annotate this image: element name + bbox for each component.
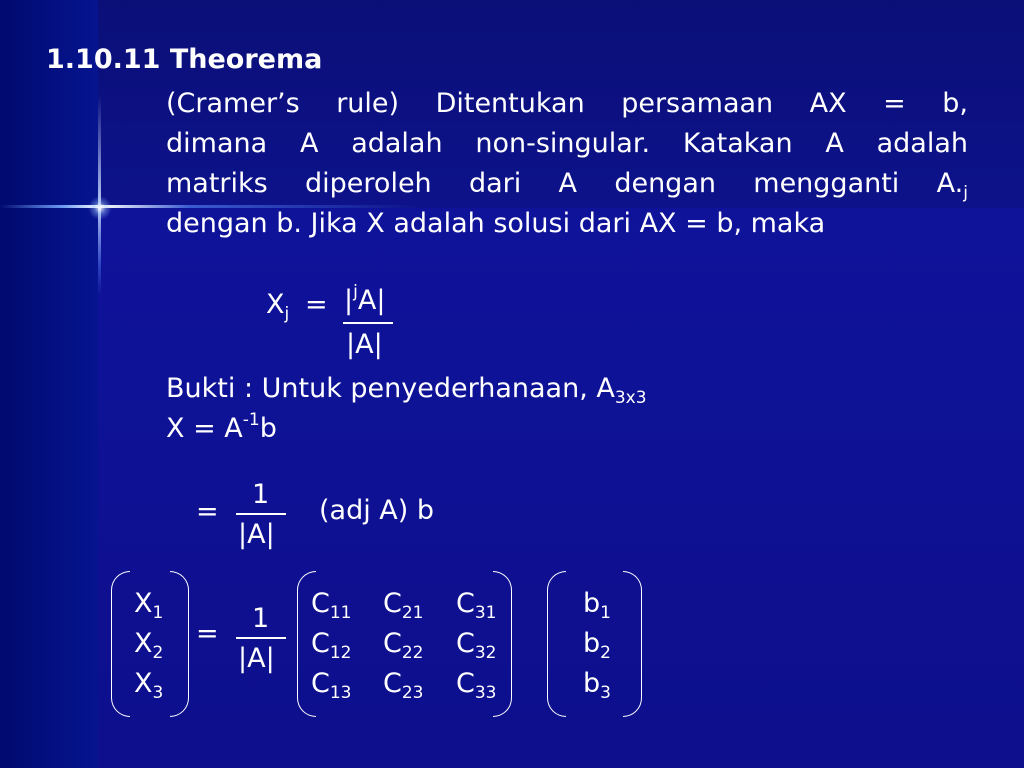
word: adalah (351, 128, 443, 159)
subscript: 33 (474, 683, 497, 703)
text: Bukti : Untuk penyederhanaan, A (166, 373, 615, 404)
word: dari (468, 168, 522, 199)
symbol: C (311, 668, 330, 699)
background-left-band (0, 0, 98, 768)
word: dimana (166, 128, 268, 159)
symbol: C (311, 588, 330, 619)
formula2-denominator: |A| (238, 519, 275, 550)
cofactor-entry (383, 668, 424, 703)
subscript: 2 (600, 643, 611, 663)
subscript: 13 (329, 683, 352, 703)
proof-line-2 (166, 410, 277, 444)
b-vector-entry-1 (583, 588, 611, 623)
word: Ditentukan (435, 88, 585, 119)
symbol: b (583, 668, 601, 699)
word: matriks (166, 168, 268, 199)
word-with-subscript (937, 164, 968, 204)
subscript: 2 (152, 643, 164, 663)
subscript: 11 (329, 603, 352, 623)
formula1-denominator: |A| (346, 329, 383, 360)
formula1-numerator (344, 282, 386, 316)
theorem-paragraph (166, 84, 968, 244)
formula1-fraction-bar (343, 322, 393, 324)
symbol: C (456, 588, 475, 619)
word: mengganti (753, 168, 900, 199)
text: b (259, 413, 277, 444)
symbol: C (456, 628, 475, 659)
superscript: j (353, 282, 358, 302)
formula2-equals: = (196, 496, 219, 527)
word: non-singular. (475, 128, 651, 159)
subscript: 31 (474, 603, 497, 623)
paragraph-line-4 (166, 204, 968, 244)
subscript: 22 (401, 643, 424, 663)
slide-title: 1.10.11 Theorema (46, 44, 323, 75)
superscript: -1 (242, 410, 260, 430)
symbol: X (266, 289, 285, 320)
subscript: 23 (401, 683, 424, 703)
word: rule) (336, 88, 400, 119)
paragraph-line-3 (166, 164, 968, 204)
word: = (883, 88, 906, 119)
subscript: 3x3 (614, 388, 647, 408)
word: A (825, 128, 844, 159)
word: A. (936, 168, 964, 199)
symbol: b (583, 628, 601, 659)
formula2-numerator: 1 (252, 479, 270, 510)
symbol: C (383, 628, 402, 659)
decorative-vertical-line (98, 95, 101, 295)
subscript: j (963, 183, 968, 203)
word: (Cramer’s (166, 88, 300, 119)
word: Katakan (682, 128, 793, 159)
formula2-rhs: (adj A) b (319, 495, 435, 526)
matrix-fraction-bar (236, 637, 286, 639)
word: persamaan (621, 88, 774, 119)
formula1-lhs (266, 289, 290, 324)
word: A (299, 128, 319, 159)
b-vector-left-paren (547, 571, 566, 717)
cofactor-entry (456, 628, 497, 663)
b-vector-entry-2 (583, 628, 611, 663)
x-vector-left-paren (111, 571, 130, 717)
word: A (558, 168, 578, 199)
cofactor-entry (383, 628, 424, 663)
cofactor-entry (383, 588, 424, 623)
b-vector-entry-3 (583, 668, 611, 703)
x-vector-entry-1 (134, 588, 164, 623)
x-vector-entry-2 (134, 628, 164, 663)
x-vector-right-paren (170, 571, 189, 717)
subscript: 32 (474, 643, 497, 663)
matrix-equals: = (196, 618, 219, 649)
symbol: X (134, 628, 153, 659)
symbol: | (344, 285, 354, 316)
symbol: C (383, 588, 402, 619)
matrix-fraction-denominator: |A| (238, 643, 275, 674)
subscript: 3 (152, 683, 164, 703)
symbol: b (583, 588, 601, 619)
sentence: dengan b. Jika X adalah solusi dari AX = b, maka (166, 208, 826, 239)
symbol: C (311, 628, 330, 659)
formula2-fraction-bar (236, 513, 286, 515)
subscript: 12 (329, 643, 352, 663)
b-vector-right-paren (623, 571, 642, 717)
matrix-fraction-numerator: 1 (252, 603, 270, 634)
paragraph-line-2 (166, 124, 968, 164)
symbol: A| (357, 285, 386, 316)
symbol: C (456, 668, 475, 699)
subscript: 1 (600, 603, 611, 623)
cofactor-entry (311, 628, 352, 663)
symbol: X (134, 588, 153, 619)
word: adalah (876, 128, 968, 159)
paragraph-line-1 (166, 84, 968, 124)
word: diperoleh (305, 168, 432, 199)
subscript: 3 (600, 683, 611, 703)
text: X = A (166, 413, 243, 444)
cofactor-entry (311, 668, 352, 703)
proof-line-1 (166, 373, 647, 408)
x-vector-entry-3 (134, 668, 164, 703)
subscript: 1 (152, 603, 164, 623)
cofactor-entry (456, 588, 497, 623)
cofactor-entry (456, 668, 497, 703)
subscript: j (284, 304, 290, 324)
word: AX (809, 88, 847, 119)
word: dengan (614, 168, 716, 199)
word: b, (942, 88, 968, 119)
cofactor-entry (311, 588, 352, 623)
formula1-equals: = (305, 289, 328, 320)
subscript: 21 (401, 603, 424, 623)
decorative-sparkle-icon (88, 196, 112, 220)
symbol: C (383, 668, 402, 699)
symbol: X (134, 668, 153, 699)
